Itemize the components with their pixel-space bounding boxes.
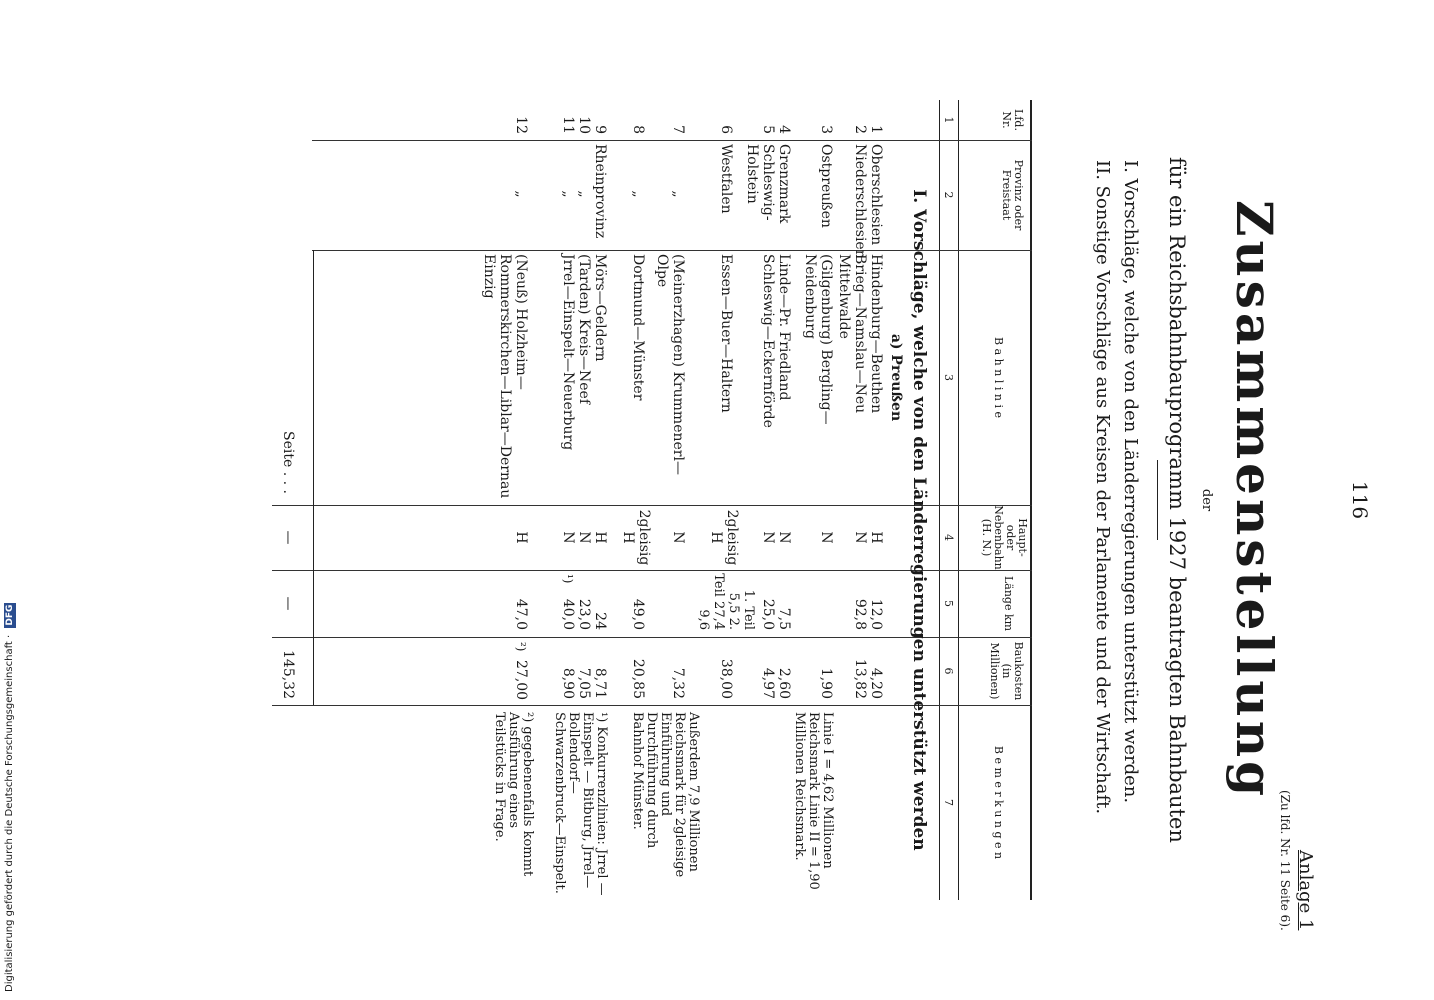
anlage-label: Anlage 1: [1295, 850, 1316, 931]
header-lfd-nr: Lfd. Nr.: [1000, 109, 1025, 131]
anlage-reference: (Zu lfd. Nr. 11 Seite 6).: [1278, 790, 1292, 931]
row-nr: 1: [868, 125, 884, 134]
row-kosten: 1,90: [818, 667, 834, 699]
row-kosten: 7,05: [576, 667, 592, 699]
row-nr: 3: [818, 125, 834, 134]
row-provinz: Rheinprovinz: [592, 144, 608, 239]
row-bahnlinie: (Tarden) Kreis—Neef: [576, 254, 592, 405]
row-bemerkung: Außerdem 7,9 Millionen Reichsmark für 2gleisige Einführung und Durchführung durch Bahnhof Münster.: [630, 712, 701, 878]
header-provinz: Provinz oder Freistaat: [1000, 159, 1025, 231]
header-bahnlinie: B a h n l i n i e: [992, 337, 1005, 418]
row-provinz: Schleswig-Holstein: [744, 144, 776, 221]
row-laenge: 25,0: [760, 598, 776, 630]
row-hn: N: [818, 531, 834, 544]
colnum-7: 7: [942, 799, 955, 806]
subtotal-rule: [313, 250, 314, 705]
row-laenge: 24: [592, 612, 608, 630]
row-nr: 7: [670, 125, 686, 134]
row-kosten: 8,71: [592, 667, 608, 699]
row-bemerkung: Linie I = 4,62 Millionen Reichsmark Linie II = 1,90 Millionen Reichsmark.: [792, 712, 835, 890]
row-bahnlinie: (Meinerzhagen) Krummenerl—Olpe: [654, 254, 686, 475]
row-hn: H: [592, 531, 608, 544]
row-bahnlinie: (Gilgenburg) Bergling—Neidenburg: [802, 254, 834, 425]
section-title: I. Vorschläge, welche von den Länderregierungen unterstützt werden: [909, 189, 929, 851]
row-provinz: Grenzmark: [776, 144, 792, 224]
colnum-5: 5: [942, 600, 955, 607]
row-hn: 2gleisig H: [620, 509, 652, 566]
row-kosten: 4,20: [868, 667, 884, 699]
row-hn: 2gleisig H: [708, 509, 740, 566]
row-kosten: 13,82: [852, 658, 868, 699]
dfg-logo: DFG: [5, 604, 15, 626]
colnum-6: 6: [942, 667, 955, 675]
header-baukosten: Baukosten (in Millionen): [988, 641, 1025, 701]
note-mark-2: ²): [514, 642, 528, 652]
row-hn: N: [852, 531, 868, 544]
row-bahnlinie: Brieg—Namslau—Neu Mittelwalde: [836, 254, 868, 414]
row-kosten: 2,60: [776, 667, 792, 699]
table-top-rule: [1030, 100, 1032, 900]
document-subtitle: für ein Reichsbahnbauprogramm 1927 beantragten Bahnbauten: [1165, 157, 1189, 843]
header-laenge: Länge km: [1002, 575, 1015, 632]
row-kosten: 7,32: [670, 667, 686, 699]
row-provinz: „: [670, 190, 686, 198]
row-laenge: 92,8: [852, 598, 868, 630]
footer-hn: —: [280, 530, 296, 545]
category-list: [1088, 160, 1144, 900]
row-nr: 4: [776, 125, 792, 134]
row-provinz: „: [513, 190, 529, 198]
row-provinz: Ostpreußen: [818, 144, 834, 228]
row-laenge: 49,0: [630, 598, 646, 630]
row-laenge: 40,0: [560, 598, 576, 630]
row-bahnlinie: Jrrel—Einspelt—Neuerburg: [560, 254, 576, 451]
title-divider: [1157, 460, 1158, 540]
row-bahnlinie: Dortmund—Münster: [630, 254, 646, 401]
colnum-1: 1: [942, 116, 955, 124]
colnum-4: 4: [942, 534, 955, 541]
footer-laenge: —: [280, 596, 296, 611]
row-laenge: 1. Teil 5,5 2. Teil 27,4 9,6: [696, 573, 756, 630]
row-nr: 11: [560, 116, 576, 134]
row-hn: N: [560, 531, 576, 544]
row-provinz: Westfalen: [718, 144, 734, 214]
funding-note: Digitalisierung gefördert durch die Deutsche Forschungsgemeinschaft: [4, 641, 15, 992]
row-nr: 10: [576, 116, 592, 134]
colnum-3: 3: [942, 374, 955, 381]
row-kosten: 20,85: [630, 658, 646, 699]
row-bemerkung: ¹) Konkurrenzlinien: Jrrel — Einspelt — Bitburg, Jrrel—Bollendorf—Schwarzenbruck—Einspelt.: [552, 712, 609, 896]
number-row-rule: [939, 100, 940, 900]
row-hn: N: [670, 531, 686, 544]
row-provinz: Oberschlesien: [868, 144, 884, 246]
row-bahnlinie: Hindenburg—Beuthen: [868, 254, 884, 414]
row-hn: N: [760, 531, 776, 544]
page-number: 116: [1348, 480, 1372, 520]
row-hn: N: [576, 531, 592, 544]
footer-kosten: 145,32: [280, 650, 296, 699]
row-nr: 12: [513, 116, 529, 134]
row-provinz: „: [630, 190, 646, 198]
row-kosten: 8,90: [560, 667, 576, 699]
row-laenge: 12,0: [868, 598, 884, 630]
row-nr: 2: [852, 125, 868, 134]
row-hn: H: [513, 531, 529, 544]
row-bahnlinie: Linde—Pr. Friedland: [776, 254, 792, 401]
row-provinz: „: [576, 190, 592, 198]
note-mark-1: ¹): [561, 574, 575, 584]
header-hn: Haupt- oder Nebenbahn (H. N.): [980, 505, 1029, 570]
category-item-1: I. Vorschläge, welche von den Länderregierungen unterstützt werden.: [1120, 160, 1141, 804]
row-nr: 9: [592, 125, 608, 134]
row-hn: H: [868, 531, 884, 544]
row-bahnlinie: Schleswig—Eckernförde: [760, 254, 776, 428]
row-laenge: 47,0: [513, 598, 529, 630]
footer-label: Seite . . .: [280, 431, 296, 494]
row-laenge: 23,0: [576, 598, 592, 630]
row-hn: N: [776, 531, 792, 544]
document-title: Zusammenstellung: [1225, 199, 1284, 801]
row-provinz: „: [560, 190, 576, 198]
subsection-title: a) Preußen: [888, 333, 904, 422]
title-der: der: [1199, 488, 1214, 512]
row-bemerkung: ²) gegebenenfalls kommt Ausführung eines Teilstücks in Frage.: [492, 712, 535, 877]
header-bemerkungen: B e m e r k u n g e n: [992, 745, 1005, 860]
colnum-2: 2: [942, 191, 955, 199]
row-nr: 8: [630, 125, 646, 134]
row-bahnlinie: Mörs—Geldern: [592, 254, 608, 362]
header-bottom-rule: [958, 100, 959, 900]
row-kosten: 38,00: [718, 658, 734, 699]
funding-sidebar: Digitalisierung gefördert durch die Deutsche Forschungsgemeinschaft · DFG: [4, 604, 15, 992]
category-item-2: II. Sonstige Vorschläge aus Kreisen der Parlamente und der Wirtschaft.: [1092, 160, 1113, 815]
row-nr: 6: [718, 125, 734, 134]
row-bahnlinie: Essen—Buer—Haltern: [718, 254, 734, 413]
row-bahnlinie: (Neuß) Holzheim—Rommerskirchen—Liblar—Dernau Einzig: [481, 254, 529, 499]
row-provinz: Niederschlesien: [852, 144, 868, 259]
row-kosten: 4,97: [760, 667, 776, 699]
row-nr: 5: [760, 125, 776, 134]
row-kosten: 27,00: [513, 660, 529, 701]
row-laenge: 7,5: [776, 607, 792, 630]
